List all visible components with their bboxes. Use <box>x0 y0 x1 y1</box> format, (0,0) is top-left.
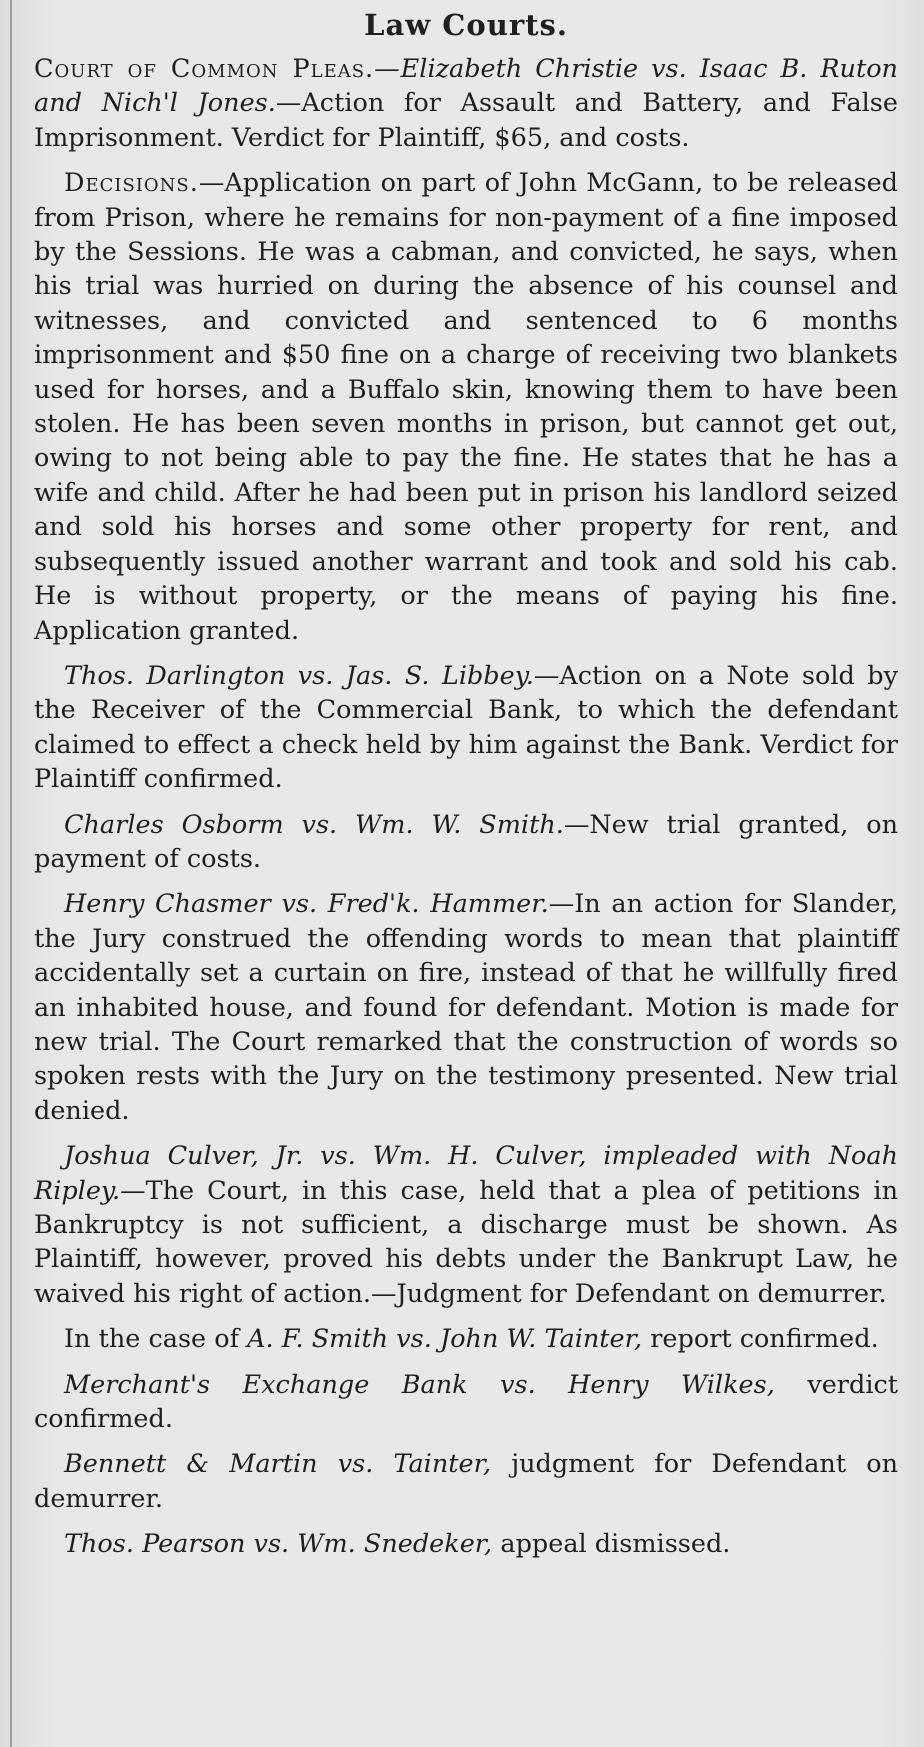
case-parties: Thos. Darlington vs. Jas. S. Libbey. <box>64 660 534 691</box>
paragraph-pearson <box>34 1527 898 1561</box>
paragraph-chasmer <box>34 887 898 1128</box>
case-text: —Application on part of John McGann, to be released from Prison, where he remains for non-payment of a fine imposed by the Sessions. He was a cabman, and convicted, he says, when his trial was hurried on during the absence of his counsel and witnesses, and convicted and sentenced to 6 months imprisonment and $50 fine on a charge of receiving two blankets used for horses, and a Buffalo skin, knowing them to have been stolen. He has been seven months in prison, but cannot get out, owing to not being able to pay the fine. He states that he has a wife and child. After he had been put in prison his landlord seized and sold his horses and some other property for rent, and subsequently issued another warrant and took and sold his cab. He is without property, or the means of paying his fine. Application granted. <box>34 168 898 646</box>
case-text: judgment for Defendant on demurrer. <box>34 1449 898 1514</box>
paragraph-osborm <box>34 808 898 877</box>
decisions-label: Decisions. <box>64 168 199 199</box>
case-parties: Merchant's Exchange Bank vs. Henry Wilkes, <box>64 1369 775 1400</box>
paragraph-smith-tainter <box>34 1322 898 1356</box>
case-parties: Henry Chasmer vs. Fred'k. Hammer. <box>64 889 549 920</box>
column-rule <box>10 0 12 1747</box>
case-parties: Thos. Pearson vs. Wm. Snedeker, <box>64 1529 493 1560</box>
case-text: verdict confirmed. <box>34 1369 899 1435</box>
paragraph-decisions <box>34 166 898 648</box>
article-column <box>34 6 898 1573</box>
case-parties: A. F. Smith vs. John W. Tainter, <box>247 1324 643 1355</box>
paragraph-bennett-martin <box>34 1447 898 1516</box>
case-parties: Elizabeth Christie vs. Isaac B. Ruton and Nich'l Jones. <box>34 54 898 119</box>
case-text: —The Court, in this case, held that a plea of petitions in Bankruptcy is not sufficient, a discharge must be shown. As Plaintiff, however, proved his debts under the Bankrupt Law, he waived his right of action.—Judgment for Defendant on demurrer. <box>34 1175 898 1309</box>
paragraph-merchants-bank <box>34 1368 898 1437</box>
case-prefix: In the case of <box>64 1324 240 1355</box>
case-text: —In an action for Slander, the Jury construed the offending words to mean that plaintiff accidentally set a curtain on fire, instead of that he willfully fired an inhabited house, and found for defendant. Motion is made for new trial. The Court remarked that the construction of words so spoken rests with the Jury on the testimony presented. New trial denied. <box>34 889 898 1126</box>
case-text: —Action for Assault and Battery, and False Imprisonment. Verdict for Plaintiff, $65, and costs. <box>34 88 898 153</box>
case-parties: Charles Osborm vs. Wm. W. Smith. <box>64 809 564 840</box>
case-text: appeal dismissed. <box>500 1529 731 1560</box>
case-text: —New trial granted, on payment of costs. <box>34 809 898 874</box>
paragraph-culver <box>34 1139 898 1311</box>
article-heading: Law Courts. <box>364 8 568 42</box>
court-label: Court of Common Pleas.— <box>34 54 401 84</box>
paragraph-darlington <box>34 659 898 797</box>
case-parties: Joshua Culver, Jr. vs. Wm. H. Culver, impleaded with Noah Ripley. <box>34 1141 898 1206</box>
case-parties: Bennett & Martin vs. Tainter, <box>64 1449 492 1480</box>
case-text: —Action on a Note sold by the Receiver of the Commercial Bank, to which the defendant claimed to effect a check held by him against the Bank. Verdict for Plaintiff confirmed. <box>34 660 898 795</box>
case-text: report confirmed. <box>650 1324 879 1355</box>
paragraph-common-pleas <box>34 52 898 155</box>
